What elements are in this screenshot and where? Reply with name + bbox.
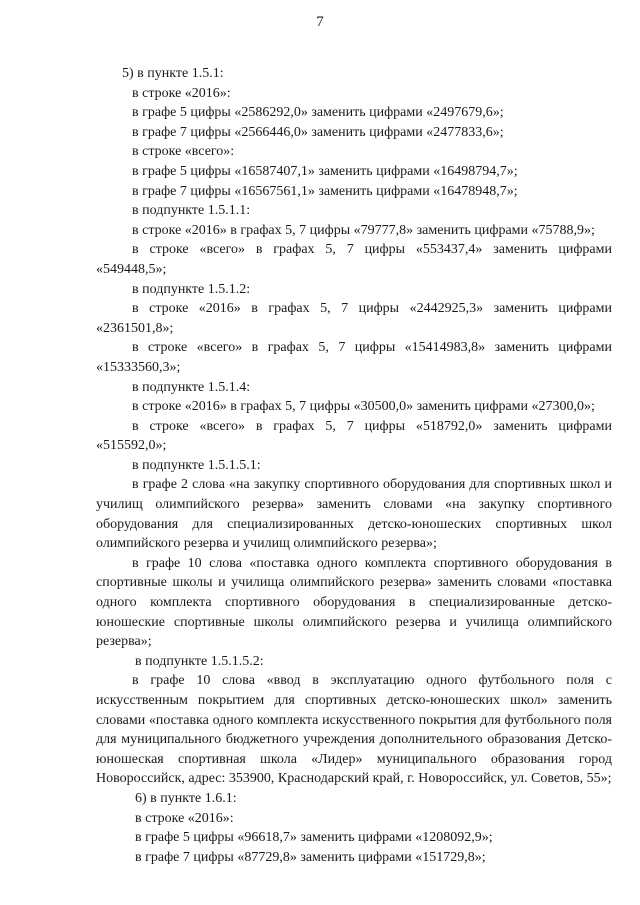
paragraph: в графе 2 слова «на закупку спортивного оборудования для спортивных школ и училищ олимпийского резерва» заменить словами «на закупку спортивного оборудования для специализированных детско-юношеских спортивных школ олимпийского резерва и училищ олимпийского резерва»; xyxy=(96,477,612,552)
paragraph: в графе 10 слова «поставка одного комплекта спортивного оборудования в спортивные школы и училища олимпийского резерва» заменить словами «поставка одного комплекта спортивного оборудования в специализированные детско-юношеские спортивные школы олимпийского резерва и училища олимпийского резерва»; xyxy=(96,555,612,650)
paragraph: в подпункте 1.5.1.5.1: xyxy=(132,457,261,473)
paragraph: 6) в пункте 1.6.1: xyxy=(135,790,237,806)
page-number: 7 xyxy=(316,14,324,30)
paragraph: в строке «2016» в графах 5, 7 цифры «79777,8» заменить цифрами «75788,9»; xyxy=(132,222,595,238)
paragraph: в подпункте 1.5.1.4: xyxy=(132,379,251,395)
paragraph: в графе 7 цифры «87729,8» заменить цифрами «151729,8»; xyxy=(135,849,486,865)
paragraph: в строке «2016»: xyxy=(135,810,234,826)
paragraph: в графе 7 цифры «16567561,1» заменить цифрами «16478948,7»; xyxy=(132,183,518,199)
document-body xyxy=(96,64,612,867)
paragraph: в подпункте 1.5.1.1: xyxy=(132,203,251,219)
paragraph: в подпункте 1.5.1.2: xyxy=(132,281,251,297)
paragraph: в графе 5 цифры «96618,7» заменить цифрами «1208092,9»; xyxy=(135,830,493,846)
paragraph: в графе 10 слова «ввод в эксплуатацию одного футбольного поля с искусственным покрытием для спортивных детско-юношеских школ» заменить словами «поставка одного комплекта искусственного покрытия для футбольного поля для муниципального бюджетного учреждения дополнительного образования Детско-юношеская спортивная школа «Лидер» муниципального образования город Новороссийск, адрес: 353900, Краснодарский край, г. Новороссийск, ул. Советов, 55»; xyxy=(96,673,612,787)
paragraph: в строке «2016» в графах 5, 7 цифры «30500,0» заменить цифрами «27300,0»; xyxy=(132,399,595,415)
paragraph: в строке «2016»: xyxy=(132,85,231,101)
paragraph: в строке «всего» в графах 5, 7 цифры «518792,0» заменить цифрами «515592,0»; xyxy=(96,418,612,454)
paragraph: в графе 5 цифры «16587407,1» заменить цифрами «16498794,7»; xyxy=(132,163,518,179)
paragraph: 5) в пункте 1.5.1: xyxy=(122,66,224,81)
paragraph: в подпункте 1.5.1.5.2: xyxy=(135,653,264,669)
paragraph: в строке «всего» в графах 5, 7 цифры «553437,4» заменить цифрами «549448,5»; xyxy=(96,242,612,277)
paragraph: в графе 5 цифры «2586292,0» заменить цифрами «2497679,6»; xyxy=(132,105,504,121)
paragraph: в строке «всего»: xyxy=(132,144,235,160)
paragraph: в графе 7 цифры «2566446,0» заменить цифрами «2477833,6»; xyxy=(132,124,504,140)
paragraph: в строке «всего» в графах 5, 7 цифры «15414983,8» заменить цифрами «15333560,3»; xyxy=(96,340,612,375)
paragraph: в строке «2016» в графах 5, 7 цифры «2442925,3» заменить цифрами «2361501,8»; xyxy=(96,301,612,336)
